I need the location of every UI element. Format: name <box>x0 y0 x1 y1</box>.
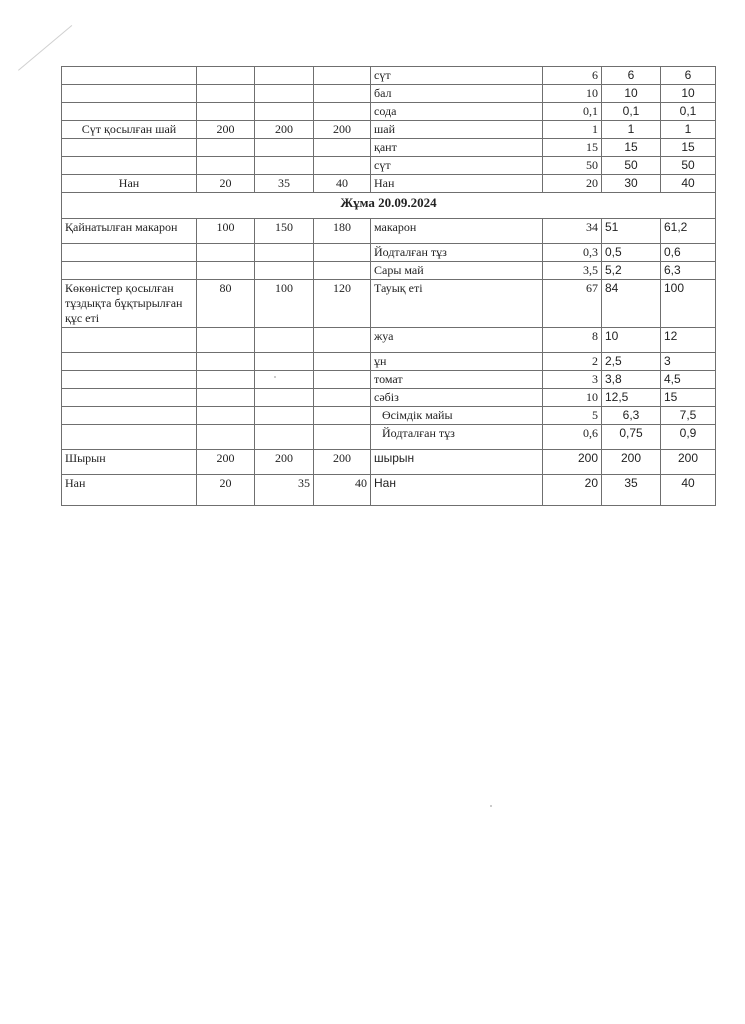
dish-cell <box>62 262 197 280</box>
table-row <box>62 244 716 262</box>
amount-cell: 6,3 <box>602 407 661 425</box>
table-row <box>62 157 716 175</box>
table-row <box>62 328 716 353</box>
amount-cell: 0,9 <box>661 425 716 450</box>
ingredient-cell: томат <box>371 371 543 389</box>
scan-speck <box>490 805 492 807</box>
ingredient-cell: шай <box>371 121 543 139</box>
table-row <box>62 175 716 193</box>
amount-cell: 12,5 <box>602 389 661 407</box>
dish-cell: Сүт қосылған шай <box>62 121 197 139</box>
portion-cell <box>314 353 371 371</box>
amount-cell: 50 <box>661 157 716 175</box>
amount-cell: 3 <box>543 371 602 389</box>
amount-cell: 200 <box>543 450 602 475</box>
portion-cell: 20 <box>197 475 255 506</box>
dish-cell: Көкөністер қосылған тұздықта бұқтырылған құс еті <box>62 280 197 328</box>
portion-cell <box>197 407 255 425</box>
ingredient-label: Йодталған тұз <box>382 426 455 440</box>
portion-cell <box>255 157 314 175</box>
dish-cell: Нан <box>62 475 197 506</box>
ingredient-cell: Сары май <box>371 262 543 280</box>
dish-cell <box>62 85 197 103</box>
ingredient-label: Өсімдік майы <box>382 408 453 422</box>
table-row <box>62 450 716 475</box>
portion-cell <box>255 407 314 425</box>
table-row <box>62 121 716 139</box>
portion-cell <box>314 407 371 425</box>
portion-cell <box>314 371 371 389</box>
ingredient-cell: Нан <box>371 475 543 506</box>
table-row <box>62 103 716 121</box>
amount-cell: 34 <box>543 219 602 244</box>
portion-cell <box>255 139 314 157</box>
table-row <box>62 371 716 389</box>
amount-cell: 6 <box>661 67 716 85</box>
portion-cell: 120 <box>314 280 371 328</box>
ingredient-cell: Тауық еті <box>371 280 543 328</box>
dish-cell <box>62 353 197 371</box>
portion-cell: 200 <box>314 121 371 139</box>
dish-cell <box>62 425 197 450</box>
table-row <box>62 475 716 506</box>
table-row <box>62 425 716 450</box>
portion-cell: 200 <box>197 450 255 475</box>
portion-cell <box>314 244 371 262</box>
amount-cell: 3,8 <box>602 371 661 389</box>
portion-cell <box>197 103 255 121</box>
amount-cell: 3,5 <box>543 262 602 280</box>
portion-cell <box>314 389 371 407</box>
amount-cell: 0,5 <box>602 244 661 262</box>
portion-cell: 200 <box>255 121 314 139</box>
amount-cell: 10 <box>543 85 602 103</box>
amount-cell: 15 <box>543 139 602 157</box>
portion-cell <box>255 262 314 280</box>
portion-cell <box>255 85 314 103</box>
ingredient-cell <box>371 425 543 450</box>
table-row <box>62 85 716 103</box>
portion-cell <box>197 67 255 85</box>
portion-cell <box>314 103 371 121</box>
portion-cell <box>197 244 255 262</box>
portion-cell <box>255 371 314 389</box>
amount-cell: 6 <box>602 67 661 85</box>
table-row <box>62 262 716 280</box>
portion-cell <box>255 425 314 450</box>
amount-cell: 0,1 <box>602 103 661 121</box>
ingredient-cell <box>371 407 543 425</box>
portion-cell <box>255 328 314 353</box>
amount-cell: 8 <box>543 328 602 353</box>
amount-cell: 10 <box>661 85 716 103</box>
dish-cell <box>62 328 197 353</box>
amount-cell: 6 <box>543 67 602 85</box>
portion-cell <box>197 328 255 353</box>
portion-cell <box>255 389 314 407</box>
ingredient-cell: қант <box>371 139 543 157</box>
amount-cell: 67 <box>543 280 602 328</box>
amount-cell: 0,75 <box>602 425 661 450</box>
amount-cell: 200 <box>602 450 661 475</box>
amount-cell: 7,5 <box>661 407 716 425</box>
ingredient-cell: шырын <box>371 450 543 475</box>
amount-cell: 12 <box>661 328 716 353</box>
dish-cell <box>62 244 197 262</box>
portion-cell <box>255 353 314 371</box>
dish-cell: Шырын <box>62 450 197 475</box>
amount-cell: 4,5 <box>661 371 716 389</box>
portion-cell <box>255 244 314 262</box>
portion-cell <box>314 425 371 450</box>
ingredient-cell: сүт <box>371 67 543 85</box>
portion-cell: 180 <box>314 219 371 244</box>
amount-cell: 51 <box>602 219 661 244</box>
dish-cell <box>62 407 197 425</box>
ingredient-cell: сода <box>371 103 543 121</box>
amount-cell: 15 <box>661 139 716 157</box>
portion-cell: 100 <box>197 219 255 244</box>
portion-cell <box>314 67 371 85</box>
dish-cell: Нан <box>62 175 197 193</box>
dish-cell <box>62 157 197 175</box>
amount-cell: 40 <box>661 175 716 193</box>
table-row <box>62 353 716 371</box>
table-row <box>62 67 716 85</box>
menu-table <box>61 66 716 506</box>
portion-cell: 35 <box>255 475 314 506</box>
amount-cell: 0,3 <box>543 244 602 262</box>
day-header-row <box>62 193 716 219</box>
ingredient-cell: жуа <box>371 328 543 353</box>
amount-cell: 20 <box>543 475 602 506</box>
portion-cell <box>314 85 371 103</box>
table-row <box>62 139 716 157</box>
portion-cell <box>197 262 255 280</box>
amount-cell: 35 <box>602 475 661 506</box>
portion-cell: 200 <box>197 121 255 139</box>
portion-cell <box>255 103 314 121</box>
amount-cell: 84 <box>602 280 661 328</box>
amount-cell: 6,3 <box>661 262 716 280</box>
amount-cell: 50 <box>602 157 661 175</box>
amount-cell: 100 <box>661 280 716 328</box>
ingredient-cell: бал <box>371 85 543 103</box>
amount-cell: 3 <box>661 353 716 371</box>
portion-cell <box>314 328 371 353</box>
amount-cell: 0,1 <box>543 103 602 121</box>
ingredient-cell: Нан <box>371 175 543 193</box>
portion-cell <box>197 353 255 371</box>
amount-cell: 15 <box>602 139 661 157</box>
amount-cell: 30 <box>602 175 661 193</box>
scan-artifact-line <box>18 25 72 71</box>
dish-cell: Қайнатылған макарон <box>62 219 197 244</box>
ingredient-cell: ұн <box>371 353 543 371</box>
ingredient-cell: Йодталған тұз <box>371 244 543 262</box>
amount-cell: 1 <box>602 121 661 139</box>
ingredient-cell: сәбіз <box>371 389 543 407</box>
portion-cell <box>255 67 314 85</box>
portion-cell <box>314 262 371 280</box>
portion-cell: 100 <box>255 280 314 328</box>
portion-cell: 35 <box>255 175 314 193</box>
ingredient-cell: сүт <box>371 157 543 175</box>
amount-cell: 10 <box>602 328 661 353</box>
amount-cell: 0,6 <box>543 425 602 450</box>
portion-cell: 200 <box>314 450 371 475</box>
portion-cell: 20 <box>197 175 255 193</box>
amount-cell: 0,1 <box>661 103 716 121</box>
amount-cell: 0,6 <box>661 244 716 262</box>
dish-cell <box>62 371 197 389</box>
portion-cell <box>197 371 255 389</box>
portion-cell <box>197 389 255 407</box>
amount-cell: 10 <box>602 85 661 103</box>
amount-cell: 10 <box>543 389 602 407</box>
dish-cell <box>62 103 197 121</box>
dish-cell <box>62 389 197 407</box>
table-row <box>62 219 716 244</box>
portion-cell <box>197 425 255 450</box>
portion-cell: 40 <box>314 175 371 193</box>
portion-cell <box>314 157 371 175</box>
amount-cell: 1 <box>661 121 716 139</box>
day-header: Жұма 20.09.2024 <box>62 193 716 219</box>
ingredient-cell: макарон <box>371 219 543 244</box>
table-row <box>62 407 716 425</box>
portion-cell <box>314 139 371 157</box>
amount-cell: 15 <box>661 389 716 407</box>
portion-cell: 200 <box>255 450 314 475</box>
amount-cell: 61,2 <box>661 219 716 244</box>
table-row <box>62 389 716 407</box>
dish-cell <box>62 139 197 157</box>
amount-cell: 2,5 <box>602 353 661 371</box>
amount-cell: 50 <box>543 157 602 175</box>
portion-cell: 80 <box>197 280 255 328</box>
portion-cell <box>197 157 255 175</box>
amount-cell: 200 <box>661 450 716 475</box>
dish-cell <box>62 67 197 85</box>
amount-cell: 5 <box>543 407 602 425</box>
amount-cell: 2 <box>543 353 602 371</box>
portion-cell <box>197 85 255 103</box>
portion-cell: 40 <box>314 475 371 506</box>
amount-cell: 40 <box>661 475 716 506</box>
amount-cell: 1 <box>543 121 602 139</box>
amount-cell: 5,2 <box>602 262 661 280</box>
portion-cell: 150 <box>255 219 314 244</box>
amount-cell: 20 <box>543 175 602 193</box>
portion-cell <box>197 139 255 157</box>
table-row <box>62 280 716 328</box>
